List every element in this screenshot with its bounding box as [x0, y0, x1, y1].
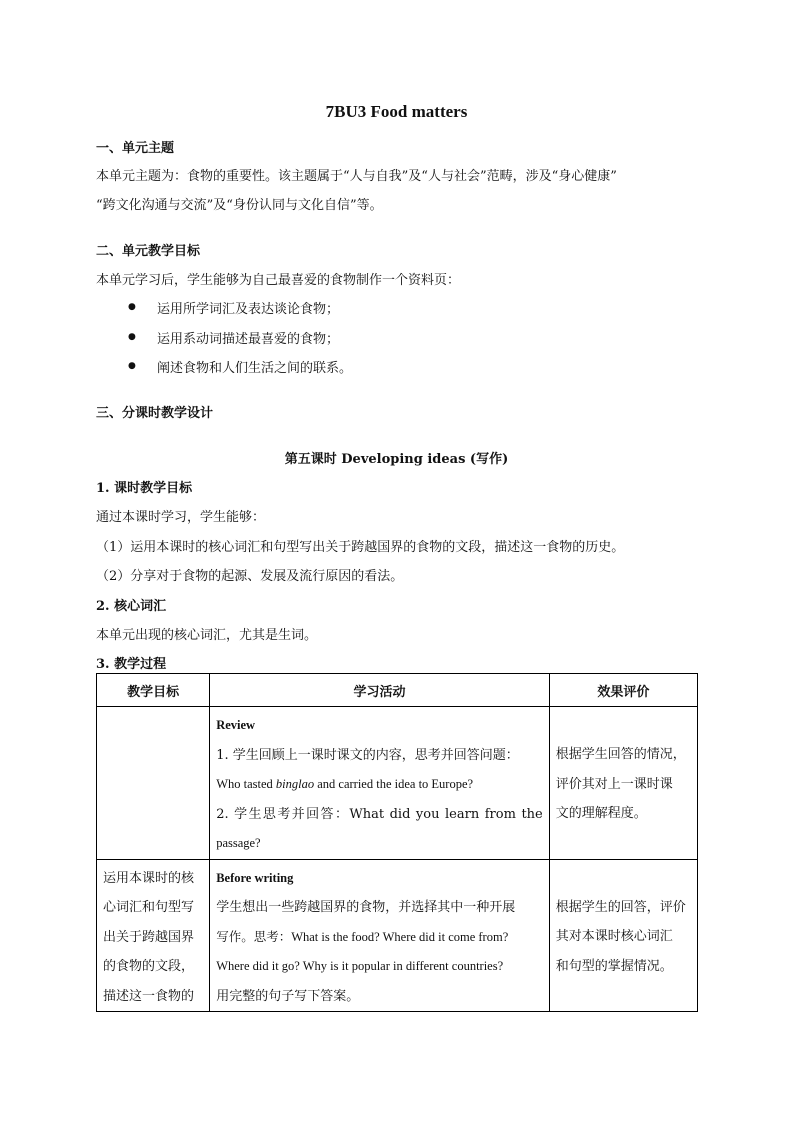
- row2-activity-line4: 用完整的句子写下答案。: [216, 988, 360, 1004]
- vocab-heading: 2. 核心词汇: [96, 599, 167, 614]
- document-title: 7BU3 Food matters: [325, 102, 468, 121]
- goal-item-2: （2）分享对于食物的起源、发展及流行原因的看法。: [96, 569, 404, 584]
- table-header-row: [97, 674, 698, 707]
- row1-activity-line2: [216, 770, 543, 800]
- section2-heading: 二、单元教学目标: [96, 244, 201, 259]
- row2-eval-line2: 其对本课时核心词汇: [555, 929, 673, 944]
- row1-activity-cell: [210, 707, 550, 860]
- row2-goal-line1: 运用本课时的核: [103, 870, 195, 886]
- lesson-title: 第五课时 Developing ideas (写作): [284, 452, 509, 467]
- section1-text-line1: 本单元主题为：食物的重要性。该主题属于“人与自我”及“人与社会”范畴，涉及“身心健康”: [96, 169, 617, 184]
- table-row: [97, 707, 698, 860]
- goal-intro: 通过本课时学习，学生能够：: [96, 510, 266, 525]
- vocab-text: 本单元出现的核心词汇，尤其是生词。: [96, 628, 318, 643]
- row2-eval-line1: 根据学生的回答，评价: [555, 899, 686, 915]
- row1-activity-title: Review: [216, 718, 256, 732]
- row2-activity-cell: [210, 859, 550, 1012]
- table-header-evaluation: 效果评价: [549, 674, 697, 707]
- row2-goal-line3: 出关于跨越国界: [103, 929, 195, 945]
- bullet-item-1: 运用所学词汇及表达谈论食物；: [157, 302, 340, 317]
- bullet-icon: ●: [128, 302, 136, 312]
- row1-eval-line3: 文的理解程度。: [555, 806, 647, 821]
- bullet-icon: ●: [128, 332, 136, 342]
- row2-activity-line3: Where did it go? Why is it popular in different countries?: [216, 959, 504, 973]
- teaching-process-table: [96, 673, 698, 1012]
- table-header-activity: 学习活动: [210, 674, 550, 707]
- row2-activity-line2: 写作。思考：What is the food? Where did it come from?: [216, 929, 509, 944]
- section3-heading: 三、分课时教学设计: [96, 406, 214, 421]
- row2-goal-line5: 描述这一食物的: [103, 988, 195, 1004]
- row2-goal-line2: 心词汇和句型写: [103, 900, 195, 915]
- row2-activity-line1: 学生想出一些跨越国界的食物，并选择其中一种开展: [216, 900, 516, 915]
- row2-goal-cell: [97, 859, 210, 1012]
- row2-goal-line4: 的食物的文段，: [103, 959, 195, 974]
- row1-eval-line1: 根据学生回答的情况，: [555, 747, 686, 762]
- row2-evaluation-cell: [549, 859, 697, 1012]
- row2-activity-title: Before writing: [216, 870, 294, 885]
- bullet-item-2: 运用系动词描述最喜爱的食物；: [157, 332, 340, 347]
- row1-goal-cell: [97, 707, 210, 860]
- row2-eval-line3: 和句型的掌握情况。: [555, 958, 673, 974]
- table-header-goal: 教学目标: [97, 674, 210, 707]
- row1-eval-line2: 评价其对上一课时课: [555, 776, 673, 792]
- section1-heading: 一、单元主题: [96, 141, 175, 156]
- section2-intro: 本单元学习后，学生能够为自己最喜爱的食物制作一个资料页：: [96, 273, 461, 288]
- bullet-item-3: 阐述食物和人们生活之间的联系。: [157, 361, 353, 376]
- row1-activity-line2-emphasis: binglao: [275, 777, 315, 791]
- row1-activity-line2-end: and carried the idea to Europe?: [314, 777, 474, 791]
- section1-text-line2: “跨文化沟通与交流”及“身份认同与文化自信”等。: [96, 198, 383, 213]
- goal-heading: 1. 课时教学目标: [96, 481, 193, 496]
- row1-activity-line2-start: Who tasted: [216, 777, 276, 791]
- row1-evaluation-cell: [549, 707, 697, 860]
- bullet-icon: ●: [128, 361, 136, 371]
- row1-activity-line1: 1. 学生回顾上一课时课文的内容，思考并回答问题：: [216, 747, 519, 763]
- goal-item-1: （1）运用本课时的核心词汇和句型写出关于跨越国界的食物的文段，描述这一食物的历史。: [96, 540, 625, 555]
- row1-activity-line3: 2. 学生思考并回答：What did you learn from the: [216, 806, 543, 822]
- row1-activity-line4: passage?: [216, 836, 261, 850]
- table-row: [97, 859, 698, 1012]
- process-heading: 3. 教学过程: [96, 657, 167, 672]
